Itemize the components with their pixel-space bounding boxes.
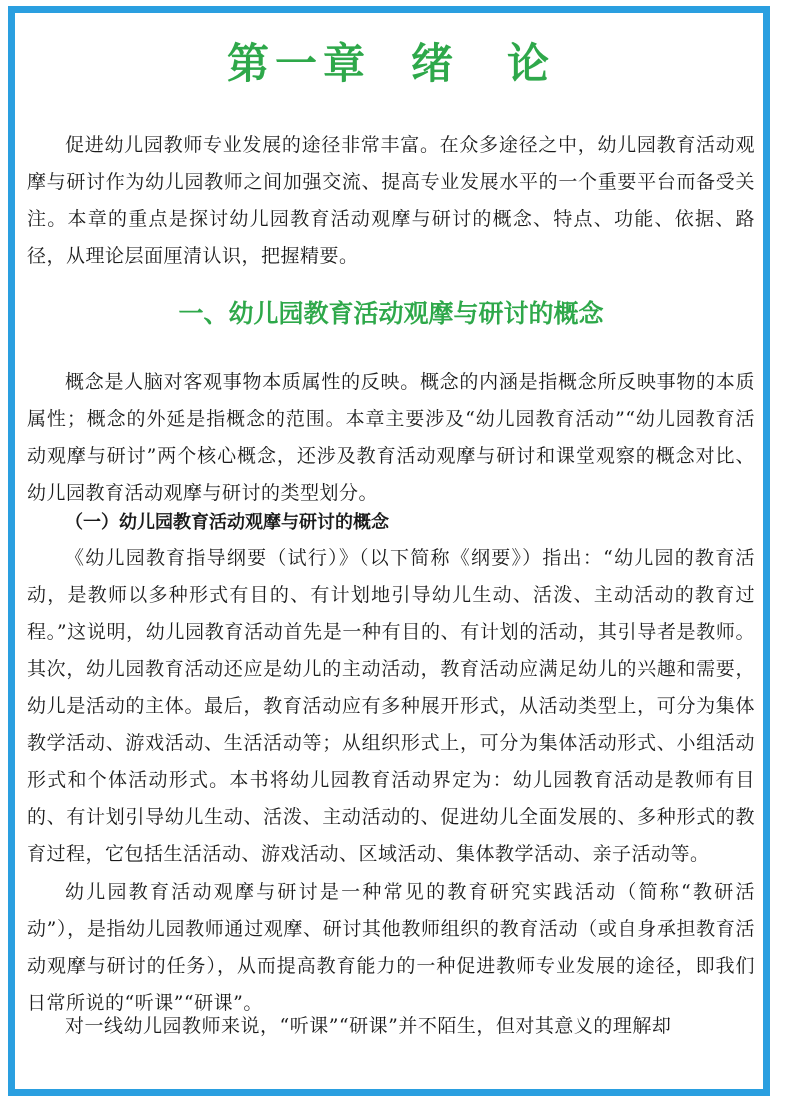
body-paragraph-2: 幼儿园教育活动观摩与研讨是一种常见的教育研究实践活动（简称“教研活动”），是指幼儿园教师通过观摩、研讨其他教师组织的教育活动（或自身承担教育活动观摩与研讨的任务），从而提高教育能力的一种促进教师专业发展的途径，即我们日常所说的“听课”“研课”。 [27,881,755,1014]
subsection-title: （一）幼儿园教育活动观摩与研讨的概念 [65,512,389,533]
chapter-label: 第一章 [226,39,371,88]
section-paragraph: 概念是人脑对客观事物本质属性的反映。概念的内涵是指概念所反映事物的本质属性；概念的外延是指概念的范围。本章主要涉及“幼儿园教育活动”“幼儿园教育活动观摩与研讨”两个核心概念，还涉及教育活动观摩与研讨和课堂观察的概念对比、幼儿园教育活动观摩与研讨的类型划分。 [27,371,755,504]
chapter-name: 绪 论 [411,39,556,88]
chapter-title [27,34,755,94]
body-paragraph-3: 对一线幼儿园教师来说，“听课”“研课”并不陌生，但对其意义的理解却 [65,1015,672,1037]
intro-paragraph: 促进幼儿园教师专业发展的途径非常丰富。在众多途径之中，幼儿园教育活动观摩与研讨作为幼儿园教师之间加强交流、提高专业发展水平的一个重要平台而备受关注。本章的重点是探讨幼儿园教育活动观摩与研讨的概念、特点、功能、依据、路径，从理论层面厘清认识，把握精要。 [27,134,755,267]
section-title: 一、幼儿园教育活动观摩与研讨的概念 [178,299,604,328]
body-paragraph-1: 《幼儿园教育指导纲要（试行）》（以下简称《纲要》）指出：“幼儿园的教育活动，是教师以多种形式有目的、有计划地引导幼儿生动、活泼、主动活动的教育过程。”这说明，幼儿园教育活动首先是一种有目的、有计划的活动，其引导者是教师。其次，幼儿园教育活动还应是幼儿的主动活动，教育活动应满足幼儿的兴趣和需要，幼儿是活动的主体。最后，教育活动应有多种展开形式，从活动类型上，可分为集体教学活动、游戏活动、生活活动等；从组织形式上，可分为集体活动形式、小组活动形式和个体活动形式。本书将幼儿园教育活动界定为：幼儿园教育活动是教师有目的、有计划引导幼儿生动、活泼、主动活动的、促进幼儿全面发展的、多种形式的教育过程，它包括生活活动、游戏活动、区域活动、集体教学活动、亲子活动等。 [27,547,755,865]
